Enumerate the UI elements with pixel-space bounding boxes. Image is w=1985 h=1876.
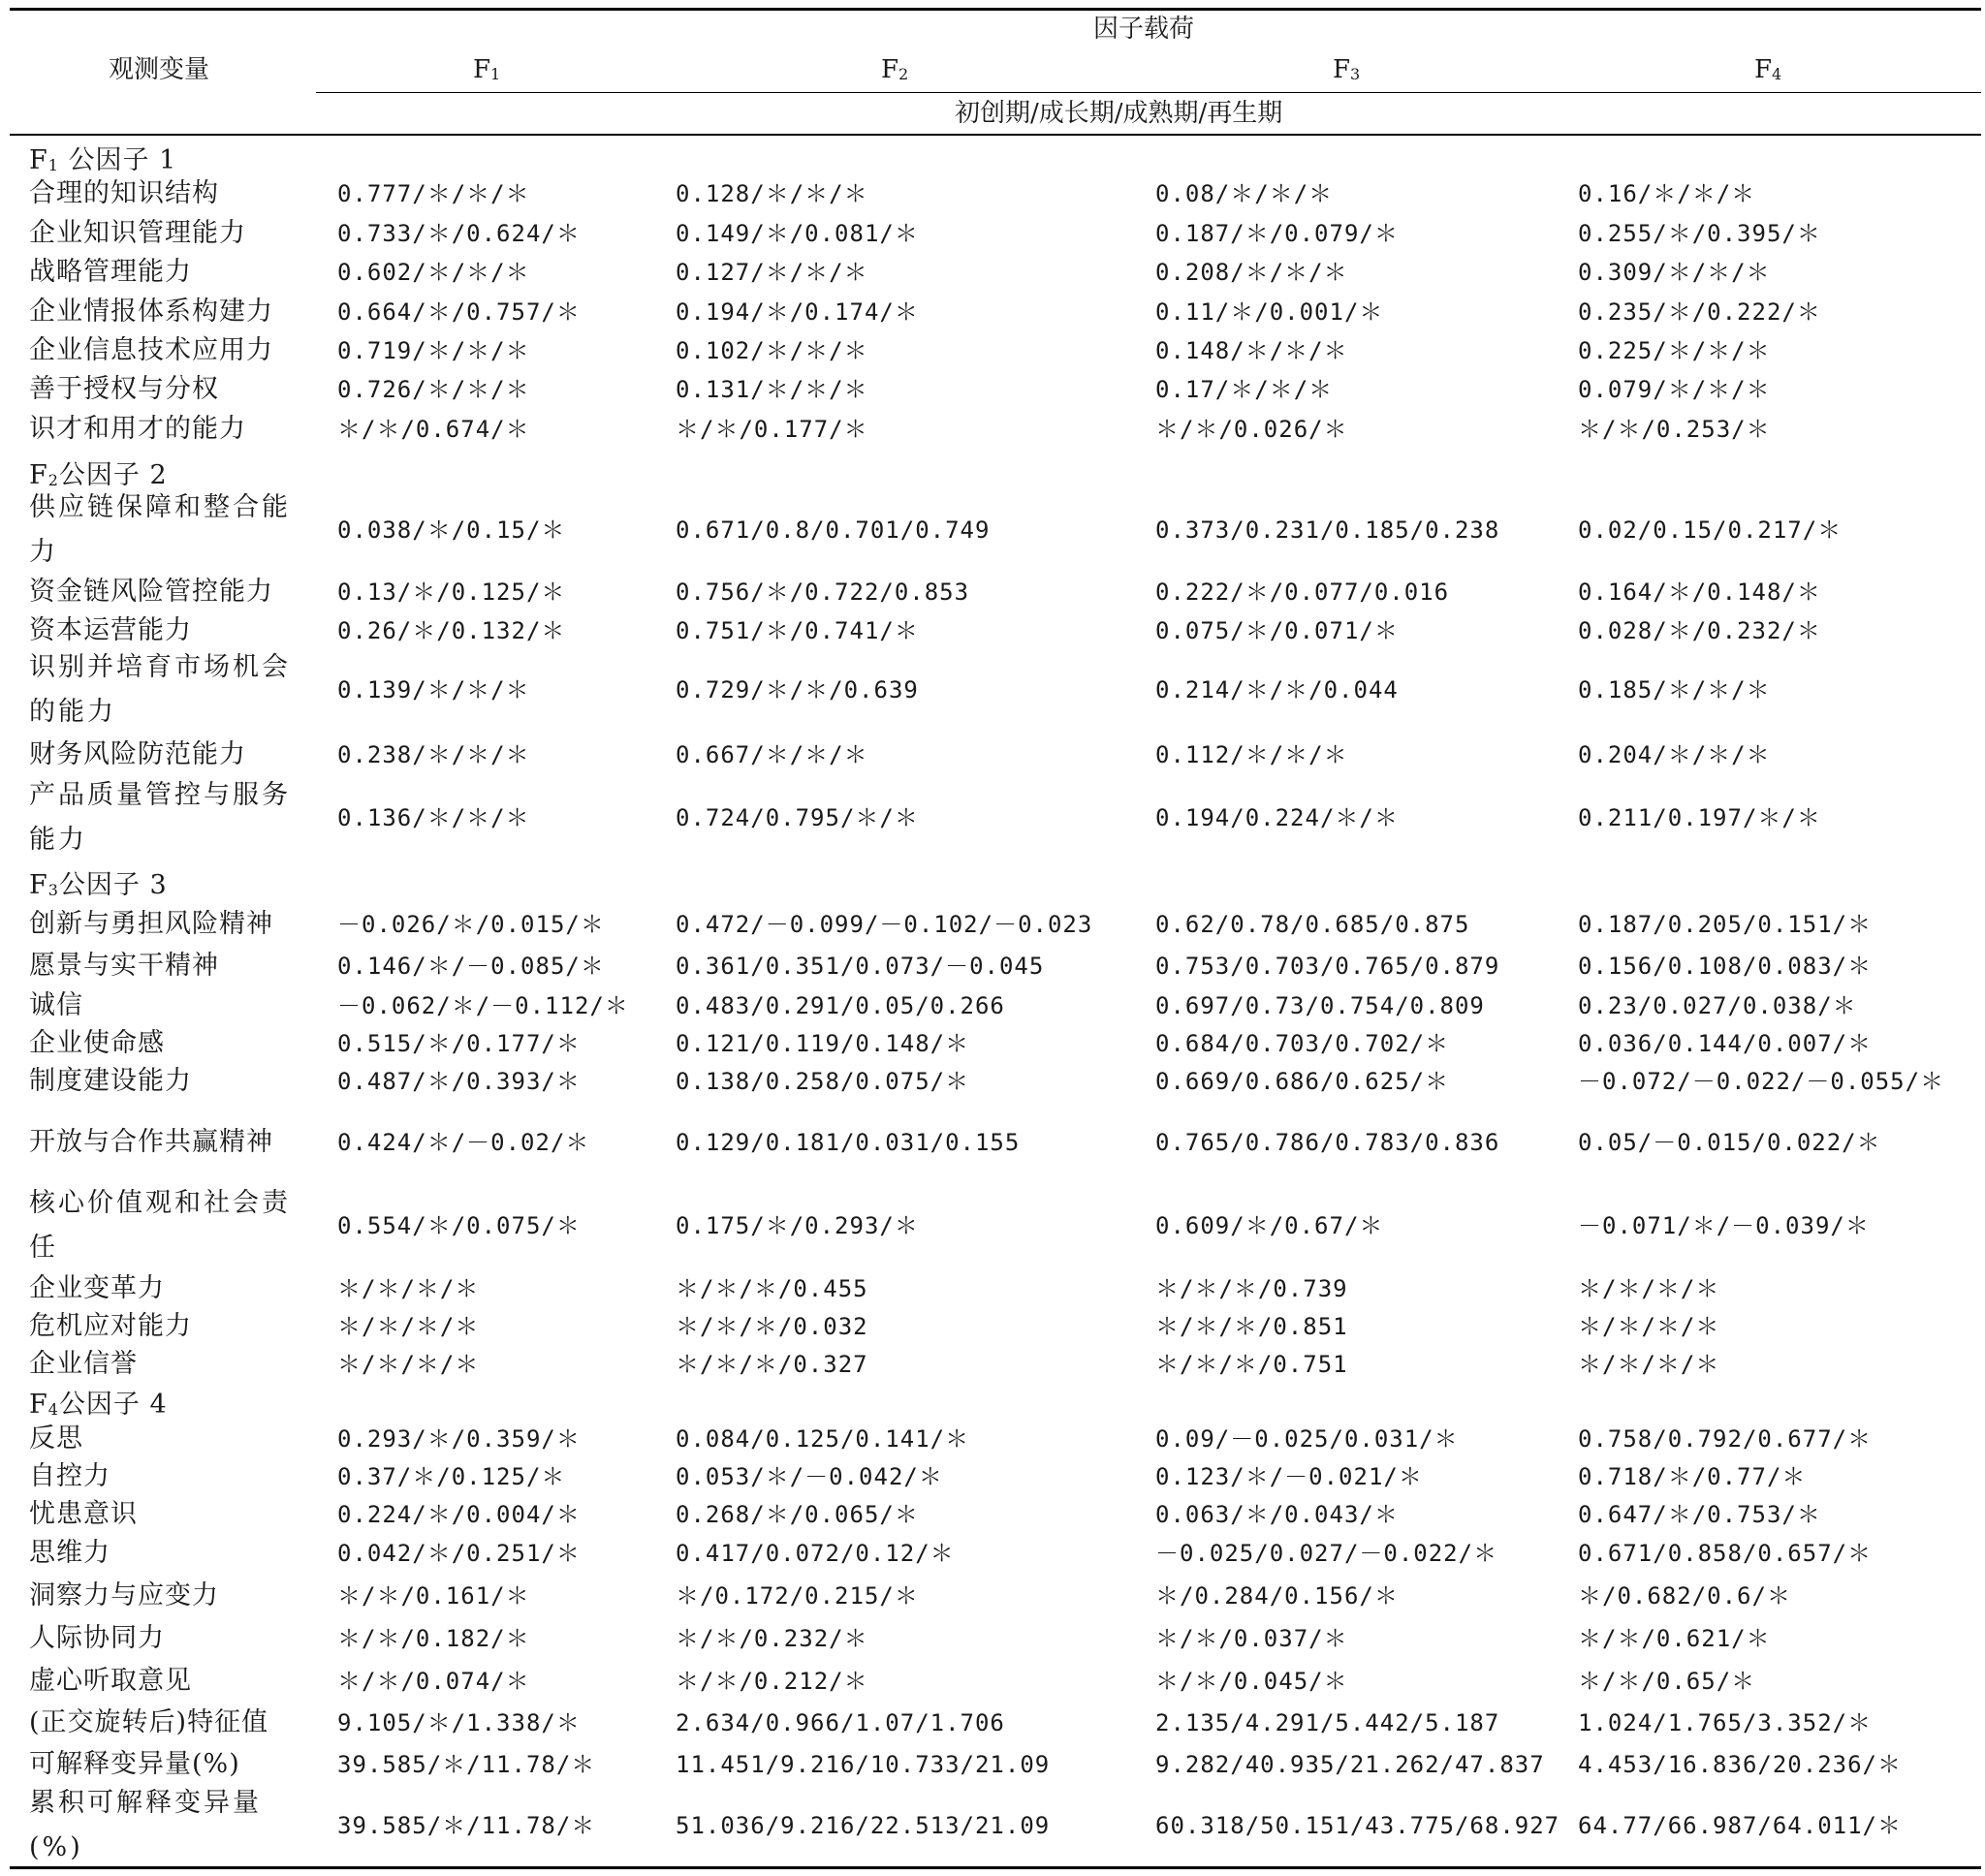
- header-stages: 初创期/成长期/成熟期/再生期: [955, 99, 1283, 128]
- loading-f1: ＊/＊/0.074/＊: [337, 1668, 530, 1695]
- section-f2-heading: $F_2$公因子 2: [29, 460, 168, 490]
- row-label: 虚心听取意见: [29, 1666, 192, 1696]
- loading-f1: －0.062/＊/－0.112/＊: [337, 992, 629, 1019]
- loading-f4: ＊/＊/＊/＊: [1578, 1351, 1720, 1378]
- row-label: 企业变革力: [29, 1273, 165, 1303]
- loading-f2: 0.724/0.795/＊/＊: [676, 804, 919, 831]
- loading-f2: 0.138/0.258/0.075/＊: [676, 1068, 970, 1095]
- loading-f2: 0.129/0.181/0.031/0.155: [676, 1129, 1021, 1156]
- section-f4-heading: $F_4$公因子 4: [29, 1390, 168, 1420]
- row-label: 企业知识管理能力: [29, 218, 246, 248]
- loading-f4: 1.024/1.765/3.352/＊: [1578, 1709, 1873, 1736]
- loading-f2: 0.667/＊/＊/＊: [676, 741, 868, 768]
- loading-f2: 0.756/＊/0.722/0.853: [676, 578, 970, 606]
- loading-f2: 0.131/＊/＊/＊: [676, 376, 868, 403]
- loading-f1: ＊/＊/＊/＊: [337, 1275, 480, 1302]
- loading-f3: 0.669/0.686/0.625/＊: [1155, 1068, 1450, 1095]
- loading-f2: 0.751/＊/0.741/＊: [676, 617, 919, 644]
- header-f3: $F_3$: [1333, 55, 1361, 84]
- loading-f2: 0.149/＊/0.081/＊: [676, 220, 919, 247]
- loading-f3: ＊/＊/＊/0.739: [1155, 1275, 1348, 1302]
- loading-f3: 9.282/40.935/21.262/47.837: [1155, 1751, 1545, 1778]
- loading-f4: 0.671/0.858/0.657/＊: [1578, 1540, 1873, 1567]
- loading-f1: ＊/＊/0.161/＊: [337, 1582, 530, 1610]
- loading-f4: ＊/＊/0.65/＊: [1578, 1668, 1756, 1695]
- loading-f1: 0.136/＊/＊/＊: [337, 804, 530, 831]
- row-label: 财务风险防范能力: [29, 739, 246, 769]
- loading-f3: ＊/＊/0.026/＊: [1155, 416, 1348, 443]
- row-label: 核心价值观和社会责任: [29, 1188, 291, 1263]
- row-label: 企业信息技术应用力: [29, 335, 273, 365]
- loading-f4: 0.235/＊/0.222/＊: [1578, 298, 1821, 326]
- loading-f3: ＊/＊/＊/0.751: [1155, 1351, 1348, 1378]
- loading-f1: 0.038/＊/0.15/＊: [337, 516, 566, 544]
- loading-f3: 0.765/0.786/0.783/0.836: [1155, 1129, 1500, 1156]
- row-label: 累积可解释变异量(%): [29, 1788, 262, 1862]
- loading-f1: 0.146/＊/－0.085/＊: [337, 953, 605, 980]
- loading-f4: ＊/＊/＊/＊: [1578, 1313, 1720, 1340]
- loading-f4: 0.255/＊/0.395/＊: [1578, 220, 1821, 247]
- loading-f2: 0.127/＊/＊/＊: [676, 259, 868, 286]
- loading-f4: 0.187/0.205/0.151/＊: [1578, 911, 1873, 938]
- loading-f2: 0.483/0.291/0.05/0.266: [676, 992, 1005, 1019]
- loading-f1: 0.515/＊/0.177/＊: [337, 1030, 581, 1057]
- loading-f3: 0.075/＊/0.071/＊: [1155, 617, 1399, 644]
- loading-f1: 0.139/＊/＊/＊: [337, 676, 530, 704]
- loading-f2: 0.102/＊/＊/＊: [676, 337, 868, 364]
- loading-f2: 2.634/0.966/1.07/1.706: [676, 1709, 1005, 1736]
- header-sub-rule: [316, 92, 1981, 93]
- loading-f4: 0.079/＊/＊/＊: [1578, 376, 1771, 403]
- loading-f1: ＊/＊/0.182/＊: [337, 1625, 530, 1652]
- loading-f4: 0.718/＊/0.77/＊: [1578, 1463, 1807, 1490]
- loading-f1: 0.37/＊/0.125/＊: [337, 1463, 566, 1490]
- loading-f3: ＊/0.284/0.156/＊: [1155, 1582, 1399, 1610]
- row-label: 反思: [29, 1423, 83, 1454]
- loading-f1: 0.733/＊/0.624/＊: [337, 220, 581, 247]
- loading-f2: 0.729/＊/＊/0.639: [676, 676, 919, 704]
- loading-f4: 0.16/＊/＊/＊: [1578, 180, 1756, 207]
- row-label: 善于授权与分权: [29, 374, 219, 404]
- loading-f4: 0.204/＊/＊/＊: [1578, 741, 1771, 768]
- loading-f1: 0.238/＊/＊/＊: [337, 741, 530, 768]
- loading-f4: 0.028/＊/0.232/＊: [1578, 617, 1821, 644]
- header-f2: $F_2$: [881, 55, 909, 84]
- header-observed-variable: 观测变量: [109, 55, 210, 84]
- loading-f3: 0.697/0.73/0.754/0.809: [1155, 992, 1485, 1019]
- row-label: 制度建设能力: [29, 1066, 192, 1096]
- loading-f2: 0.121/0.119/0.148/＊: [676, 1030, 970, 1057]
- loading-f3: 2.135/4.291/5.442/5.187: [1155, 1709, 1500, 1736]
- loading-f1: 0.719/＊/＊/＊: [337, 337, 530, 364]
- loading-f4: 0.309/＊/＊/＊: [1578, 259, 1771, 286]
- row-label: 识别并培育市场机会的能力: [29, 652, 291, 727]
- loading-f1: －0.026/＊/0.015/＊: [337, 911, 605, 938]
- loading-f2: ＊/＊/＊/0.327: [676, 1351, 868, 1378]
- row-label: 可解释变异量(%): [29, 1749, 240, 1779]
- section-f1-heading: $F_1$ 公因子 1: [29, 145, 177, 175]
- loading-f1: 0.042/＊/0.251/＊: [337, 1540, 581, 1567]
- loading-f4: 0.036/0.144/0.007/＊: [1578, 1030, 1873, 1057]
- loading-f1: 0.726/＊/＊/＊: [337, 376, 530, 403]
- loading-f1: 0.602/＊/＊/＊: [337, 259, 530, 286]
- loading-f1: 0.293/＊/0.359/＊: [337, 1425, 581, 1453]
- loading-f3: 0.609/＊/0.67/＊: [1155, 1212, 1384, 1239]
- row-label: 开放与合作共赢精神: [29, 1127, 273, 1157]
- loading-f3: ＊/＊/＊/0.851: [1155, 1313, 1348, 1340]
- loading-f2: ＊/＊/＊/0.455: [676, 1275, 868, 1302]
- loading-f3: 0.112/＊/＊/＊: [1155, 741, 1348, 768]
- loading-f1: 0.554/＊/0.075/＊: [337, 1212, 581, 1239]
- loading-f1: 0.26/＊/0.132/＊: [337, 617, 566, 644]
- loading-f3: 0.194/0.224/＊/＊: [1155, 804, 1399, 831]
- row-label: 合理的知识结构: [29, 178, 219, 208]
- loading-f2: 11.451/9.216/10.733/21.09: [676, 1751, 1051, 1778]
- row-label: 洞察力与应变力: [29, 1580, 219, 1610]
- row-label: 思维力: [29, 1538, 110, 1568]
- loading-f2: 0.268/＊/0.065/＊: [676, 1501, 919, 1528]
- row-label: 忧患意识: [29, 1499, 138, 1529]
- loading-f3: 0.214/＊/＊/0.044: [1155, 676, 1399, 704]
- loading-f1: 39.585/＊/11.78/＊: [337, 1751, 596, 1778]
- table-top-rule: [10, 8, 1981, 11]
- loading-f3: 0.187/＊/0.079/＊: [1155, 220, 1399, 247]
- loading-f1: 0.13/＊/0.125/＊: [337, 578, 566, 606]
- loading-f2: ＊/＊/0.232/＊: [676, 1625, 868, 1652]
- loading-f2: ＊/0.172/0.215/＊: [676, 1582, 919, 1610]
- row-label: 战略管理能力: [29, 257, 192, 287]
- loading-f4: －0.071/＊/－0.039/＊: [1578, 1212, 1870, 1239]
- loading-f1: ＊/＊/0.674/＊: [337, 416, 530, 443]
- table-bottom-rule: [10, 1866, 1981, 1869]
- loading-f3: ＊/＊/0.045/＊: [1155, 1668, 1348, 1695]
- loading-f2: 0.472/－0.099/－0.102/－0.023: [676, 911, 1093, 938]
- row-label: 诚信: [29, 990, 83, 1020]
- loading-f1: 0.664/＊/0.757/＊: [337, 298, 581, 326]
- loading-f4: 0.164/＊/0.148/＊: [1578, 578, 1821, 606]
- loading-f3: 0.222/＊/0.077/0.016: [1155, 578, 1450, 606]
- loading-f4: 0.05/－0.015/0.022/＊: [1578, 1129, 1881, 1156]
- loading-f1: 9.105/＊/1.338/＊: [337, 1709, 581, 1736]
- loading-f2: 51.036/9.216/22.513/21.09: [676, 1812, 1051, 1839]
- loading-f2: 0.084/0.125/0.141/＊: [676, 1425, 970, 1453]
- loading-f4: 0.185/＊/＊/＊: [1578, 676, 1771, 704]
- loading-f2: ＊/＊/0.177/＊: [676, 416, 868, 443]
- loading-f4: ＊/＊/0.253/＊: [1578, 416, 1771, 443]
- loading-f3: ＊/＊/0.037/＊: [1155, 1625, 1348, 1652]
- header-f1: $F_1$: [473, 55, 501, 84]
- row-label: 企业信誉: [29, 1349, 138, 1379]
- loading-f4: －0.072/－0.022/－0.055/＊: [1578, 1068, 1945, 1095]
- loading-f1: 0.777/＊/＊/＊: [337, 180, 530, 207]
- loading-f4: 64.77/66.987/64.011/＊: [1578, 1812, 1902, 1839]
- row-label: 识才和用才的能力: [29, 414, 246, 444]
- row-label: 危机应对能力: [29, 1311, 192, 1341]
- loading-f3: 0.208/＊/＊/＊: [1155, 259, 1348, 286]
- row-label: 创新与勇担风险精神: [29, 909, 273, 939]
- loading-f2: 0.417/0.072/0.12/＊: [676, 1540, 955, 1567]
- header-f4: $F_4$: [1754, 55, 1782, 84]
- loading-f4: 4.453/16.836/20.236/＊: [1578, 1751, 1902, 1778]
- loading-f2: 0.128/＊/＊/＊: [676, 180, 868, 207]
- loading-f4: ＊/＊/＊/＊: [1578, 1275, 1720, 1302]
- loading-f4: 0.23/0.027/0.038/＊: [1578, 992, 1857, 1019]
- loading-f1: 39.585/＊/11.78/＊: [337, 1812, 596, 1839]
- loading-f3: 0.684/0.703/0.702/＊: [1155, 1030, 1450, 1057]
- loading-f1: 0.487/＊/0.393/＊: [337, 1068, 581, 1095]
- loading-f3: 0.09/－0.025/0.031/＊: [1155, 1425, 1459, 1453]
- loading-f2: 0.053/＊/－0.042/＊: [676, 1463, 943, 1490]
- loading-f2: ＊/＊/＊/0.032: [676, 1313, 868, 1340]
- loading-f2: ＊/＊/0.212/＊: [676, 1668, 868, 1695]
- loading-f4: 0.647/＊/0.753/＊: [1578, 1501, 1821, 1528]
- loading-f4: 0.758/0.792/0.677/＊: [1578, 1425, 1873, 1453]
- row-label: 资金链风险管控能力: [29, 577, 273, 607]
- loading-f4: 0.02/0.15/0.217/＊: [1578, 516, 1843, 544]
- loading-f1: 0.424/＊/－0.02/＊: [337, 1129, 590, 1156]
- loading-f4: 0.225/＊/＊/＊: [1578, 337, 1771, 364]
- loading-f3: 0.17/＊/＊/＊: [1155, 376, 1334, 403]
- loading-f3: 60.318/50.151/43.775/68.927: [1155, 1812, 1560, 1839]
- row-label: 愿景与实干精神: [29, 951, 219, 981]
- row-label: 企业情报体系构建力: [29, 297, 273, 327]
- loading-f4: ＊/0.682/0.6/＊: [1578, 1582, 1791, 1610]
- loading-f1: ＊/＊/＊/＊: [337, 1351, 480, 1378]
- loading-f3: 0.753/0.703/0.765/0.879: [1155, 953, 1500, 980]
- loading-f3: 0.08/＊/＊/＊: [1155, 180, 1334, 207]
- row-label: 产品质量管控与服务能力: [29, 780, 291, 855]
- loading-f3: 0.148/＊/＊/＊: [1155, 337, 1348, 364]
- loading-f3: 0.11/＊/0.001/＊: [1155, 298, 1384, 326]
- loading-f1: 0.224/＊/0.004/＊: [337, 1501, 581, 1528]
- row-label: (正交旋转后)特征值: [29, 1707, 269, 1737]
- loading-f2: 0.194/＊/0.174/＊: [676, 298, 919, 326]
- row-label: 供应链保障和整合能力: [29, 492, 291, 567]
- loading-f2: 0.671/0.8/0.701/0.749: [676, 516, 991, 544]
- loading-f3: 0.373/0.231/0.185/0.238: [1155, 516, 1500, 544]
- row-label: 人际协同力: [29, 1623, 165, 1653]
- header-bottom-rule: [10, 134, 1981, 136]
- row-label: 自控力: [29, 1461, 110, 1491]
- loading-f3: 0.62/0.78/0.685/0.875: [1155, 911, 1470, 938]
- loading-f4: ＊/＊/0.621/＊: [1578, 1625, 1771, 1652]
- loading-f4: 0.156/0.108/0.083/＊: [1578, 953, 1873, 980]
- loading-f3: 0.123/＊/－0.021/＊: [1155, 1463, 1423, 1490]
- loading-f4: 0.211/0.197/＊/＊: [1578, 804, 1821, 831]
- section-f3-heading: $F_3$公因子 3: [29, 870, 168, 900]
- loading-f2: 0.175/＊/0.293/＊: [676, 1212, 919, 1239]
- loading-f2: 0.361/0.351/0.073/－0.045: [676, 953, 1045, 980]
- row-label: 资本运营能力: [29, 615, 192, 645]
- loading-f3: －0.025/0.027/－0.022/＊: [1155, 1540, 1498, 1567]
- loading-f3: 0.063/＊/0.043/＊: [1155, 1501, 1399, 1528]
- row-label: 企业使命感: [29, 1028, 165, 1058]
- loading-f1: ＊/＊/＊/＊: [337, 1313, 480, 1340]
- header-factor-loading: 因子载荷: [1093, 15, 1195, 44]
